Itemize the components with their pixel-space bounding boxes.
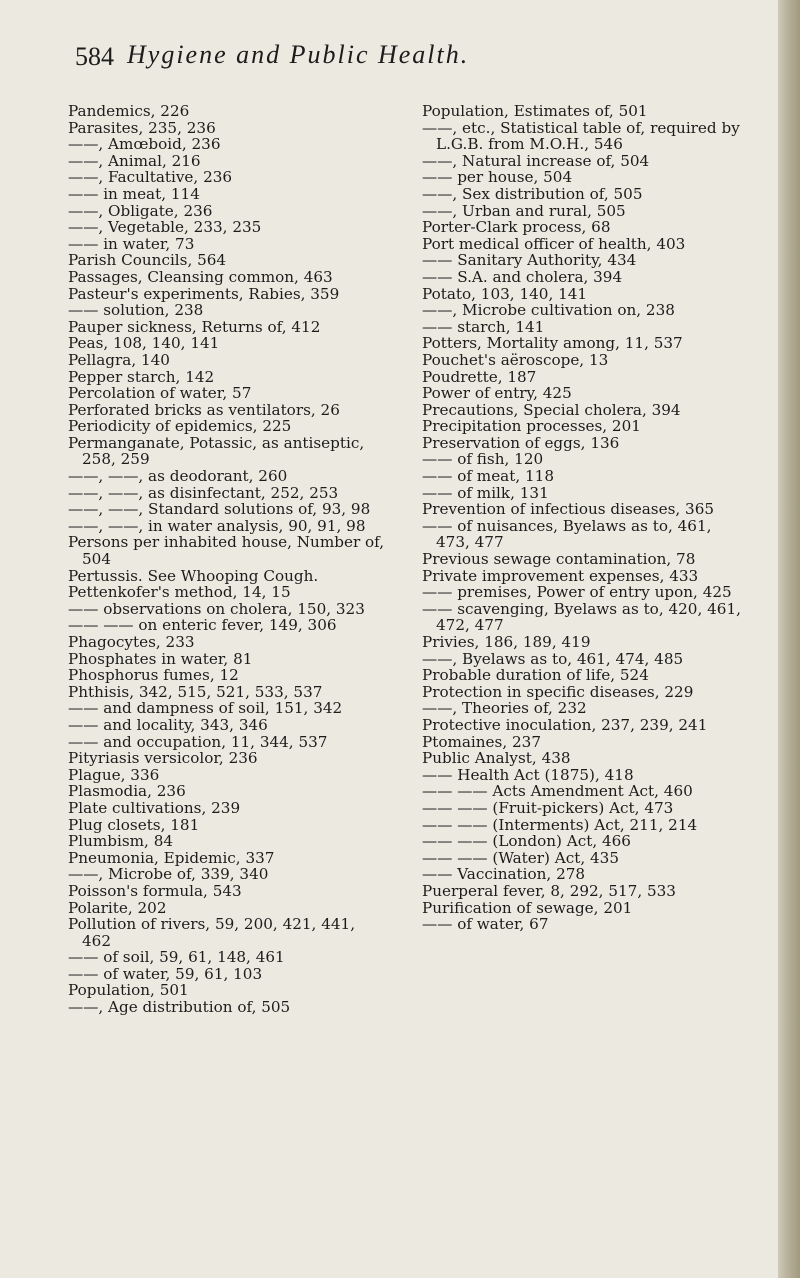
- index-entry: Puerperal fever, 8, 292, 517, 533: [422, 881, 676, 900]
- index-entry: Population, 501: [68, 981, 189, 1000]
- index-entry: —— —— (Water) Act, 435: [422, 848, 619, 867]
- index-entry: ——, Animal, 216: [68, 151, 201, 170]
- index-entry: Pettenkofer's method, 14, 15: [68, 583, 291, 602]
- index-entry: —— and occupation, 11, 344, 537: [68, 732, 328, 751]
- index-entry: —— starch, 141: [422, 317, 545, 336]
- index-entry: Pollution of rivers, 59, 200, 421, 441, 462: [68, 915, 356, 950]
- index-entry: Probable duration of life, 524: [422, 666, 649, 685]
- index-entry: —— in meat, 114: [68, 184, 200, 203]
- index-entry: —— of nuisances, Byelaws as to, 461, 473, 477: [422, 516, 712, 552]
- index-entry: Poisson's formula, 543: [68, 881, 242, 900]
- index-entry: Percolation of water, 57: [68, 384, 252, 403]
- index-entry: Poudrette, 187: [422, 367, 537, 386]
- index-entry: —— Health Act (1875), 418: [422, 765, 634, 784]
- index-entry: Permanganate, Potassic, as antiseptic, 258, 259: [68, 433, 365, 469]
- index-entry: Peas, 108, 140, 141: [68, 334, 220, 353]
- index-entry: —— in water, 73: [68, 234, 195, 253]
- index-entry: —— —— on enteric fever, 149, 306: [68, 616, 337, 635]
- index-entry: —— per house, 504: [422, 168, 573, 187]
- index-entry: ——, ——, in water analysis, 90, 91, 98: [68, 516, 366, 535]
- running-title: Hygiene and Public Health.: [127, 40, 470, 69]
- index-entry: Ptomaines, 237: [422, 732, 541, 751]
- index-entry: Power of entry, 425: [422, 384, 572, 403]
- index-entry: Passages, Cleansing common, 463: [68, 267, 333, 286]
- index-entry: Phthisis, 342, 515, 521, 533, 537: [68, 682, 323, 701]
- index-entry: —— —— (Interments) Act, 211, 214: [422, 815, 698, 834]
- index-entry: Plague, 336: [68, 765, 160, 784]
- index-entry: Polarite, 202: [68, 898, 167, 917]
- index-entry: —— and locality, 343, 346: [68, 715, 268, 734]
- index-entry: Pellagra, 140: [68, 350, 170, 369]
- index-entry: —— —— (London) Act, 466: [422, 832, 631, 851]
- index-entry: ——, Urban and rural, 505: [422, 201, 626, 220]
- index-entry: Porter-Clark process, 68: [422, 218, 611, 237]
- index-entry: Pasteur's experiments, Rabies, 359: [68, 284, 340, 303]
- index-entry: Public Analyst, 438: [422, 749, 571, 768]
- index-entry: Purification of sewage, 201: [422, 898, 633, 917]
- index-entry: Pneumonia, Epidemic, 337: [68, 848, 275, 867]
- index-entry: ——, Vegetable, 233, 235: [68, 218, 262, 237]
- index-entry: —— premises, Power of entry upon, 425: [422, 583, 732, 602]
- index-entry: ——, Byelaws as to, 461, 474, 485: [422, 649, 684, 668]
- index-entry: Private improvement expenses, 433: [422, 566, 699, 585]
- index-entry: Pauper sickness, Returns of, 412: [68, 317, 321, 336]
- index-entry: ——, Microbe cultivation on, 238: [422, 301, 675, 320]
- index-entry: —— observations on cholera, 150, 323: [68, 599, 365, 618]
- index-entry: —— S.A. and cholera, 394: [422, 267, 623, 286]
- index-entry: Parish Councils, 564: [68, 251, 227, 270]
- index-column-left: [68, 103, 388, 1016]
- index-entry: —— —— (Fruit-pickers) Act, 473: [422, 798, 674, 817]
- index-entry: ——, Obligate, 236: [68, 201, 213, 220]
- index-entry: Pouchet's aëroscope, 13: [422, 350, 609, 369]
- index-entry: Plasmodia, 236: [68, 782, 186, 801]
- index-entry: ——, Amœboid, 236: [68, 135, 221, 154]
- index-entry: ——, Natural increase of, 504: [422, 151, 650, 170]
- index-entry: —— of milk, 131: [422, 483, 549, 502]
- index-entry: —— of water, 67: [422, 915, 549, 934]
- index-entry: Precipitation processes, 201: [422, 417, 641, 436]
- index-entry: ——, ——, as disinfectant, 252, 253: [68, 483, 339, 502]
- index-entry: —— —— Acts Amendment Act, 460: [422, 782, 693, 801]
- page-number: 584: [75, 42, 114, 71]
- index-entry: Port medical officer of health, 403: [422, 234, 686, 253]
- index-entry: Pandemics, 226: [68, 102, 190, 120]
- index-entry: Precautions, Special cholera, 394: [422, 400, 681, 419]
- index-entry: Previous sewage contamination, 78: [422, 550, 696, 569]
- index-entry: Pepper starch, 142: [68, 367, 215, 386]
- index-entry: —— Sanitary Authority, 434: [422, 251, 637, 270]
- index-entry: —— and dampness of soil, 151, 342: [68, 699, 343, 718]
- index-entry: ——, Theories of, 232: [422, 699, 587, 718]
- index-entry: Prevention of infectious diseases, 365: [422, 500, 715, 519]
- index-entry: Periodicity of epidemics, 225: [68, 417, 292, 436]
- running-head: [75, 40, 735, 84]
- index-entry: Phagocytes, 233: [68, 633, 195, 651]
- index-entry: —— solution, 238: [68, 301, 204, 320]
- index-entry: Protective inoculation, 237, 239, 241: [422, 715, 708, 734]
- index-entry: Persons per inhabited house, Number of, 504: [68, 533, 385, 569]
- index-entry: Plumbism, 84: [68, 832, 174, 851]
- index-entry: ——, ——, Standard solutions of, 93, 98: [68, 500, 371, 519]
- index-entry: Population, Estimates of, 501: [422, 102, 648, 120]
- index-entry: —— scavenging, Byelaws as to, 420, 461, 472, 477: [422, 599, 741, 635]
- index-entry: ——, Microbe of, 339, 340: [68, 865, 269, 884]
- index-entry: Protection in specific diseases, 229: [422, 682, 694, 701]
- index-entry: —— of meat, 118: [422, 467, 554, 486]
- index-entry: Phosphates in water, 81: [68, 649, 253, 668]
- index-entry: —— of fish, 120: [422, 450, 544, 469]
- index-entry: Potters, Mortality among, 11, 537: [422, 334, 683, 353]
- index-entry: ——, Age distribution of, 505: [68, 998, 291, 1017]
- index-entry: Perforated bricks as ventilators, 26: [68, 400, 340, 419]
- index-entry: Plate cultivations, 239: [68, 798, 241, 817]
- index-entry: ——, ——, as deodorant, 260: [68, 467, 288, 486]
- index-entry: Parasites, 235, 236: [68, 118, 216, 137]
- index-entry: —— of water, 59, 61, 103: [68, 964, 263, 983]
- index-entry: Preservation of eggs, 136: [422, 433, 620, 452]
- index-entry: ——, Sex distribution of, 505: [422, 184, 643, 203]
- index-entry: ——, etc., Statistical table of, required by L.G.B. from M.O.H., 546: [422, 118, 740, 154]
- index-entry: Plug closets, 181: [68, 815, 200, 834]
- page-edge: [778, 0, 800, 1278]
- index-entry: Phosphorus fumes, 12: [68, 666, 239, 685]
- index-entry: Potato, 103, 140, 141: [422, 284, 588, 303]
- index-entry: ——, Facultative, 236: [68, 168, 233, 187]
- index-column-right: [422, 103, 742, 933]
- index-entry: —— of soil, 59, 61, 148, 461: [68, 948, 285, 967]
- index-entry: Pityriasis versicolor, 236: [68, 749, 258, 768]
- index-entry: Pertussis. See Whooping Cough.: [68, 566, 319, 585]
- index-entry: Privies, 186, 189, 419: [422, 633, 591, 651]
- index-entry: —— Vaccination, 278: [422, 865, 586, 884]
